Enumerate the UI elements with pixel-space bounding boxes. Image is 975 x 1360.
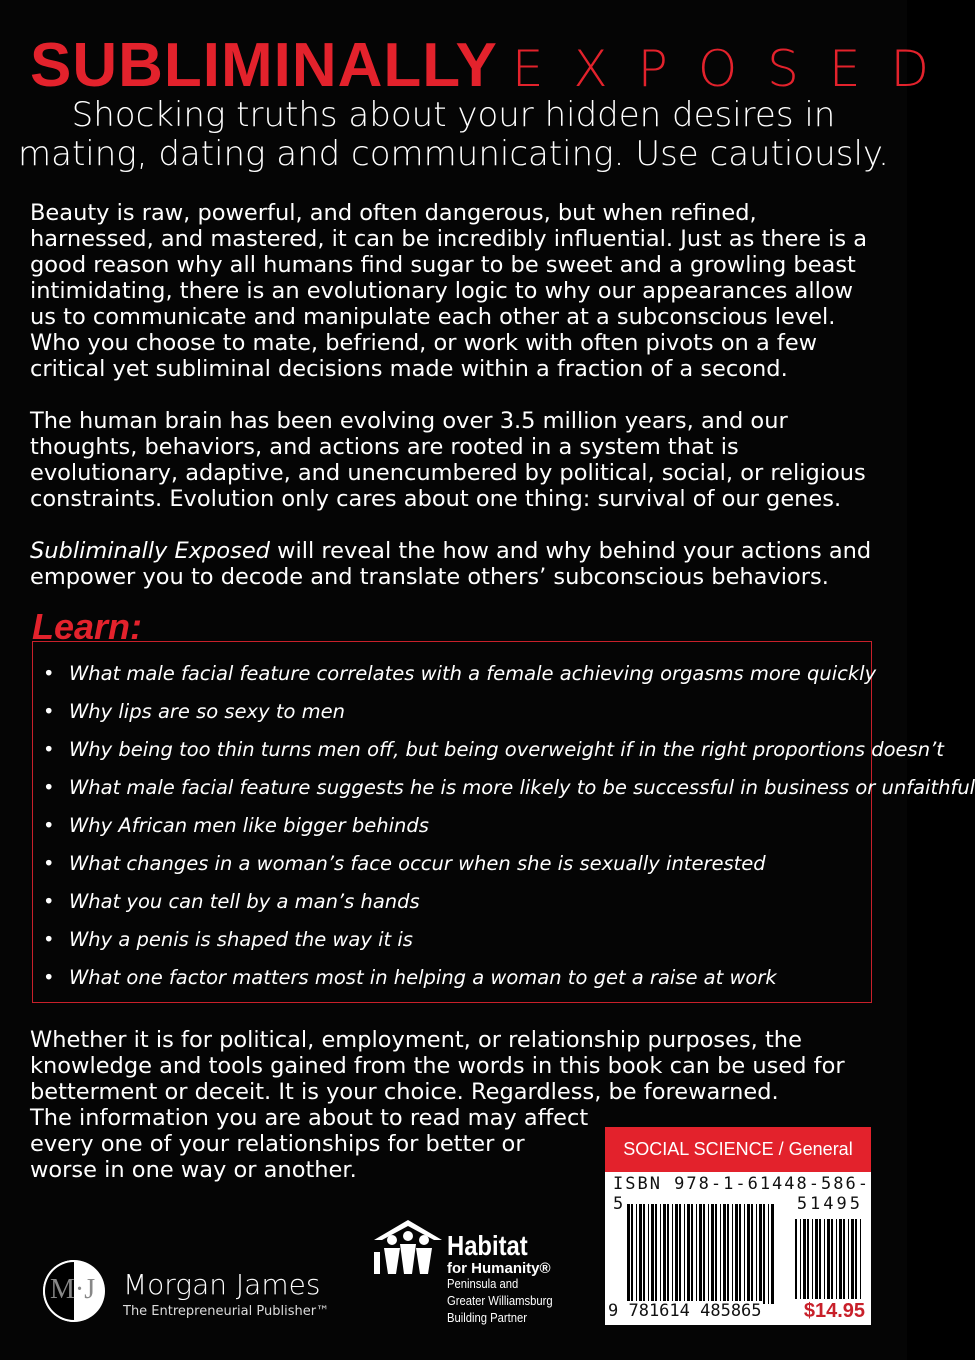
barcode-bar <box>663 1204 666 1304</box>
title-word-2: EXPOSED <box>511 40 960 98</box>
learn-item <box>43 776 975 799</box>
learn-heading: Learn: <box>32 606 143 647</box>
bullet-icon: • <box>43 928 55 951</box>
bullet-icon: • <box>43 776 55 799</box>
learn-item-text: What changes in a woman’s face occur when she is sexually interested <box>69 852 766 875</box>
bullet-icon: • <box>43 852 55 875</box>
barcode-ean-icon <box>627 1204 777 1304</box>
learn-item <box>43 814 429 837</box>
barcode-bar <box>696 1204 697 1304</box>
paragraph-5: The information you are about to read may affect every one of your relationships for better or worse in one way or another. <box>30 1105 589 1183</box>
barcode-bar <box>763 1204 765 1304</box>
learn-item-text: What one factor matters most in helping a woman to get a raise at work <box>69 966 777 989</box>
learn-item <box>43 738 944 761</box>
learn-item <box>43 966 777 989</box>
barcode-bar <box>636 1204 637 1304</box>
habitat-logo <box>372 1218 553 1325</box>
learn-item-text: What male facial feature correlates with a female achieving orgasms more quickly <box>69 662 877 685</box>
learn-item <box>43 890 420 913</box>
habitat-house-icon <box>372 1218 444 1278</box>
publisher-name: Morgan James <box>123 1268 321 1301</box>
learn-box <box>32 641 975 1003</box>
mj-logo-icon <box>43 1260 105 1322</box>
barcode-bar <box>803 1219 806 1299</box>
barcode-bar <box>667 1204 669 1304</box>
mj-logo-text: M·J <box>50 1274 96 1305</box>
title-word-1: SUBLIMINALLY <box>30 31 498 100</box>
habitat-name: Habitat <box>447 1230 528 1261</box>
bullet-icon: • <box>43 700 55 723</box>
barcode-bar <box>795 1219 797 1299</box>
learn-item-text: What male facial feature suggests he is more likely to be successful in business or unfaithful <box>69 776 975 799</box>
learn-item-text: Why African men like bigger behinds <box>69 814 429 837</box>
barcode-bar <box>643 1204 645 1304</box>
barcode-bar <box>839 1219 842 1299</box>
book-title-italic: Subliminally Exposed <box>30 538 270 564</box>
barcode-bar <box>672 1204 673 1304</box>
barcode-bar <box>723 1204 726 1304</box>
barcode-bar <box>715 1204 717 1304</box>
barcode-bar <box>815 1219 818 1299</box>
barcode-bar <box>843 1219 845 1299</box>
barcode-bar <box>851 1219 854 1299</box>
barcode-bar <box>699 1204 702 1304</box>
bullet-icon: • <box>43 890 55 913</box>
barcode-bar <box>771 1204 774 1304</box>
barcode-bar <box>751 1204 753 1304</box>
publisher-tagline: The Entrepreneurial Publisher™ <box>123 1304 330 1319</box>
barcode-bar <box>807 1219 809 1299</box>
subtitle <box>0 96 907 174</box>
bullet-icon: • <box>43 738 55 761</box>
barcode-bar <box>831 1219 833 1299</box>
paragraph-4: Whether it is for political, employment, or relationship purposes, the knowledge and tools gained from the words in this book can be used for betterment or deceit. It is your choice. Regardless, be forewarned. <box>30 1027 845 1105</box>
paragraph-3-text: will reveal the how and why behind your actions and empower you to decode and translate others’ subconscious behaviors. <box>30 538 872 590</box>
subtitle-line: mating, dating and communicating. Use cautiously. <box>18 134 889 174</box>
barcode-bar <box>648 1204 649 1304</box>
barcode-bar <box>684 1204 685 1304</box>
barcode-bar <box>860 1219 861 1299</box>
barcode-bar <box>739 1204 741 1304</box>
learn-item <box>43 852 766 875</box>
barcode-bar <box>687 1204 690 1304</box>
barcode-bar <box>768 1204 769 1304</box>
barcode-bar <box>631 1204 633 1304</box>
barcode-bar <box>703 1204 705 1304</box>
price-code: 51495 <box>796 1194 863 1214</box>
learn-item <box>43 928 413 951</box>
barcode-box <box>605 1127 871 1325</box>
barcode-bar <box>691 1204 693 1304</box>
habitat-line: Peninsula and <box>447 1277 519 1291</box>
barcode-bar <box>747 1204 750 1304</box>
barcode-bar <box>812 1219 813 1299</box>
barcode-bar <box>655 1204 657 1304</box>
learn-item-text: Why a penis is shaped the way it is <box>69 928 413 951</box>
habitat-line: Building Partner <box>447 1311 528 1325</box>
barcode-bar <box>735 1204 738 1304</box>
barcode-bar <box>675 1204 678 1304</box>
bullet-icon: • <box>43 814 55 837</box>
barcode-bar <box>651 1204 654 1304</box>
barcode-bar <box>711 1204 714 1304</box>
barcode-bar <box>627 1204 630 1304</box>
barcode-bar <box>660 1204 661 1304</box>
barcode-bar <box>708 1204 709 1304</box>
paragraph-1: Beauty is raw, powerful, and often dangerous, but when refined, harnessed, and mastered, it can be incredibly influential. Just as there is a good reason why all humans find sugar to be sweet and a growling beast intimidating, there is an evolutionary logic to why our appearances allow us to communicate and manipulate each other at a subconscious level. Who you choose to mate, befriend, or work with often pivots on a few critical yet subliminal decisions made within a fraction of a second. <box>30 200 868 382</box>
category-label: SOCIAL SCIENCE / General <box>605 1127 871 1172</box>
learn-item <box>43 700 345 723</box>
subtitle-line: Shocking truths about your hidden desires in <box>71 95 836 135</box>
barcode-price-icon <box>795 1219 865 1299</box>
barcode-bar <box>836 1219 837 1299</box>
paragraph-3 <box>30 538 880 590</box>
barcode-bar <box>756 1204 757 1304</box>
habitat-line: Greater Williamsburg <box>447 1294 553 1308</box>
barcode-bar <box>848 1219 849 1299</box>
barcode-bar <box>679 1204 681 1304</box>
bullet-icon: • <box>43 966 55 989</box>
ean-number: 9 781614 485865 <box>608 1301 762 1321</box>
barcode-bar <box>819 1219 821 1299</box>
barcode-bar <box>800 1219 801 1299</box>
learn-item-text: What you can tell by a man’s hands <box>69 890 420 913</box>
learn-item <box>43 662 876 685</box>
barcode-bar <box>855 1219 857 1299</box>
barcode-bar <box>744 1204 745 1304</box>
bullet-icon: • <box>43 662 55 685</box>
barcode-bar <box>720 1204 721 1304</box>
learn-item-text: Why lips are so sexy to men <box>69 700 345 723</box>
isbn: ISBN 978-1-61448-586-5 <box>613 1174 870 1214</box>
price: $14.95 <box>803 1300 865 1322</box>
barcode-bar <box>727 1204 729 1304</box>
barcode-bar <box>824 1219 825 1299</box>
learn-item-text: Why being too thin turns men off, but being overweight if in the right proportions doesn’t <box>69 738 944 761</box>
paragraph-2: The human brain has been evolving over 3.5 million years, and our thoughts, behaviors, and actions are rooted in a system that is evolutionary, adaptive, and unencumbered by political, social, or religious constraints. Evolution only cares about one thing: survival of our genes. <box>30 408 866 512</box>
barcode-bar <box>759 1204 762 1304</box>
barcode-bar <box>827 1219 830 1299</box>
barcode-bar <box>732 1204 733 1304</box>
barcode-bar <box>639 1204 642 1304</box>
habitat-for: for Humanity® <box>447 1260 551 1277</box>
book-title <box>30 30 959 101</box>
